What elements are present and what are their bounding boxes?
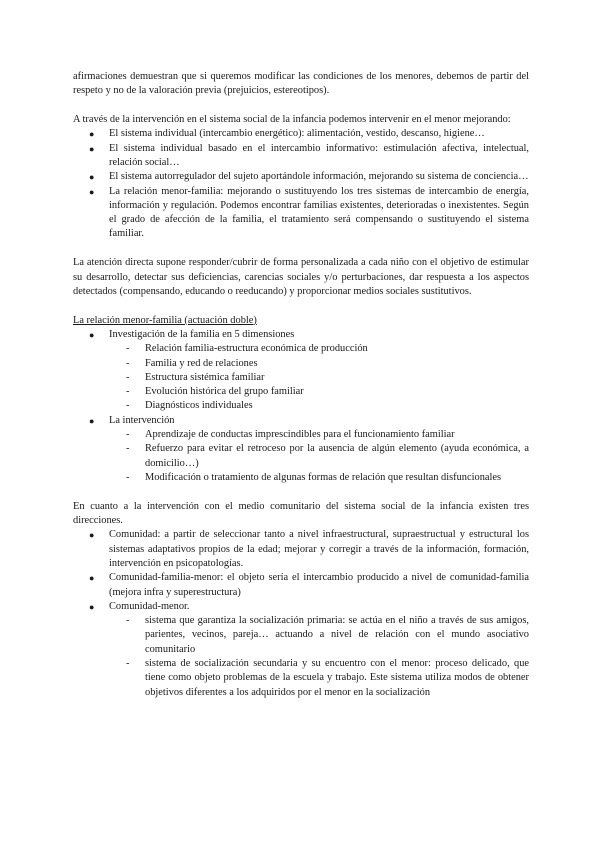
dash-icon: - [126, 615, 130, 627]
sub-list [109, 614, 529, 700]
family-relation-list [73, 328, 529, 485]
dash-icon: - [126, 443, 130, 455]
sub-list [109, 428, 529, 485]
sub-list-item: - Relación familia-estructura económica de producción [109, 342, 529, 356]
dash-icon: - [126, 357, 130, 369]
list-item: ● El sistema autorregulador del sujeto aportándole información, mejorando su sistema de conciencia… [73, 170, 529, 184]
list-item: ● El sistema individual basado en el intercambio informativo: estimulación afectiva, intelectual, relación social… [89, 142, 529, 168]
dash-icon: - [126, 371, 130, 383]
sub-list-item: - Familia y red de relaciones [109, 357, 529, 371]
list-item: ● El sistema individual (intercambio energético): alimentación, vestido, descanso, higiene… [73, 127, 529, 141]
direct-attention-paragraph: La atención directa supone responder/cubrir de forma personalizada a cada niño con el objetivo de estimular su desarrollo, detectar sus deficiencias, carencias sociales y/o perturbaciones, dar respuesta a los aspectos detectados (compensando, educando o reeducando) y proporcionar medios sociales sustitutivos. [73, 257, 529, 297]
bullet-icon: ● [89, 129, 95, 140]
dash-icon: - [126, 657, 130, 669]
bullet-icon: ● [89, 329, 95, 340]
bullet-icon: ● [89, 172, 95, 183]
dash-icon: - [126, 386, 130, 398]
bullet-icon: ● [89, 415, 95, 426]
dash-icon: - [126, 343, 130, 355]
sub-list-item: - sistema de socialización secundaria y su encuentro con el menor: proceso delicado, que tiene como objeto problemas de la escuela y trabajo. Este sistema utiliza modos de obtener objetivos diferentes a los adquiridos por el menor en la socialización [126, 657, 529, 698]
community-lead: En cuanto a la intervención con el medio comunitario del sistema social de la infancia existen tres direcciones. [73, 500, 529, 527]
sub-list-item: - Refuerzo para evitar el retroceso por la ausencia de algún elemento (ayuda económica, a domicilio…) [126, 443, 529, 469]
page-content [73, 70, 529, 700]
sub-list-item: - Diagnósticos individuales [109, 399, 529, 413]
sub-list-item: - Modificación o tratamiento de algunas formas de relación que resultan disfuncionales [109, 471, 529, 485]
list-item: ● Comunidad-familia-menor: el objeto sería el intercambio producido a nivel de comunidad-familia (mejora infra y superestructura) [89, 572, 529, 598]
dash-icon: - [126, 471, 130, 483]
list-item: ● Comunidad: a partir de seleccionar tanto a nivel infraestructural, supraestructual y estructural los sistemas adaptativos propios de la edad; mejorar y corregir a través de la información, formación, intervención en psicopatologías. [89, 529, 529, 569]
community-list [73, 528, 529, 700]
list-item: ● Comunidad-menor. - sistema que garantiza la socialización primaria: se actúa en el niño a través de sus amigos, parientes, vecinos, pareja… actuando a nivel de relación con el mundo asociativo comunitario - sistema de socialización secundaria y su encuentro con el menor: proceso delicado, que tiene como objeto problemas de la escuela y trabajo. Este sistema utiliza modos de obtener objetivos diferentes a los adquiridos por el menor en la socialización [73, 600, 529, 700]
dash-icon: - [126, 400, 130, 412]
bullet-icon: ● [89, 573, 95, 584]
intervention-lead: A través de la intervención en el sistema social de la infancia podemos intervenir en el menor mejorando: [73, 114, 511, 126]
family-relation-heading: La relación menor-familia (actuación doble) [73, 314, 257, 326]
list-item: ● La intervención - Aprendizaje de conductas imprescindibles para el funcionamiento familiar - Refuerzo para evitar el retroceso por la ausencia de algún elemento (ayuda económica, a domicilio…) - Modificación o tratamiento de algunas formas de relación que resultan disfuncionales [73, 414, 529, 485]
bullet-icon: ● [89, 143, 95, 154]
bullet-icon: ● [89, 601, 95, 612]
intro-paragraph: afirmaciones demuestran que si queremos modificar las condiciones de los menores, debemos de partir del respeto y no de la valoración previa (prejuicios, estereotipos). [73, 71, 529, 97]
bullet-icon: ● [89, 530, 95, 541]
sub-list-item: - sistema que garantiza la socialización primaria: se actúa en el niño a través de sus amigos, parientes, vecinos, pareja… actuando a nivel de relación con el mundo asociativo comunitario [126, 615, 529, 655]
list-item: ● Investigación de la familia en 5 dimensiones - Relación familia-estructura económica de producción - Familia y red de relaciones - Estructura sistémica familiar - Evolución histórica del grupo familiar - Diagnósticos individuales [73, 328, 529, 414]
sub-list [109, 342, 529, 413]
bullet-icon: ● [89, 186, 95, 197]
intervention-list [73, 127, 529, 241]
list-item: ● La relación menor-familia: mejorando o sustituyendo los tres sistemas de intercambio de energía, información y regulación. Podemos encontrar familias existentes, deterioradas o inexistentes. Según el grado de afección de la familia, el tratamiento será compensando o sustituyendo el sistema familiar. [89, 185, 529, 240]
sub-list-item: - Estructura sistémica familiar [109, 371, 529, 385]
sub-list-item: - Evolución histórica del grupo familiar [109, 385, 529, 399]
dash-icon: - [126, 429, 130, 441]
sub-list-item: - Aprendizaje de conductas imprescindibles para el funcionamiento familiar [109, 428, 529, 442]
